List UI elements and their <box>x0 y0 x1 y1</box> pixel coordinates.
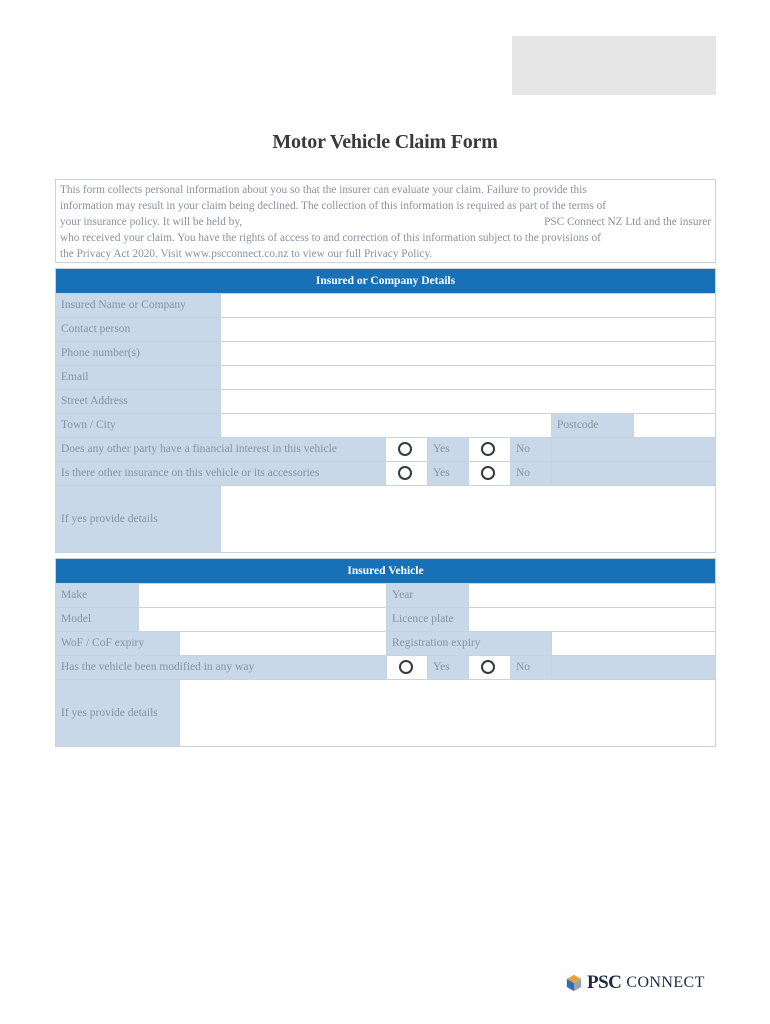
street-field[interactable] <box>220 390 715 413</box>
town-row <box>56 413 715 437</box>
rego-field[interactable] <box>551 632 715 655</box>
details-label: If yes provide details <box>56 486 220 552</box>
privacy-notice <box>55 179 716 263</box>
email-field[interactable] <box>220 366 715 389</box>
yes-label: Yes <box>427 462 468 485</box>
modified-yes-cell[interactable] <box>386 656 427 679</box>
modified-label: Has the vehicle been modified in any way <box>56 656 386 679</box>
other-ins-spacer <box>551 462 715 485</box>
insured-name-row <box>56 293 715 317</box>
financial-interest-row <box>56 437 715 461</box>
modified-no-cell[interactable] <box>468 656 510 679</box>
make-field[interactable] <box>138 584 386 607</box>
vehicle-details-row <box>56 679 715 746</box>
wof-field[interactable] <box>179 632 386 655</box>
no-label: No <box>510 438 551 461</box>
phone-row <box>56 341 715 365</box>
email-row <box>56 365 715 389</box>
modified-row <box>56 655 715 679</box>
yes-label: Yes <box>427 438 468 461</box>
make-year-row <box>56 583 715 607</box>
notice-line-part: PSC Connect NZ Ltd and the insurer <box>544 216 711 228</box>
cube-logo-icon <box>565 974 583 992</box>
wof-rego-row <box>56 631 715 655</box>
model-plate-row <box>56 607 715 631</box>
radio-no[interactable] <box>481 466 495 480</box>
insured-name-label: Insured Name or Company <box>56 294 220 317</box>
psc-connect-logo <box>565 970 705 996</box>
yes-label: Yes <box>427 656 468 679</box>
section-heading: Insured or Company Details <box>56 269 715 293</box>
other-insurance-row <box>56 461 715 485</box>
plate-label: Licence plate <box>386 608 468 631</box>
modified-spacer <box>551 656 715 679</box>
financial-spacer <box>551 438 715 461</box>
financial-no-cell[interactable] <box>468 438 510 461</box>
notice-line: the Privacy Act 2020. Visit www.pscconnect.co.nz to view our full Privacy Policy. <box>60 248 433 260</box>
no-label: No <box>510 462 551 485</box>
logo-brand: PSC <box>587 972 622 993</box>
year-field[interactable] <box>468 584 715 607</box>
contact-field[interactable] <box>220 318 715 341</box>
postcode-label: Postcode <box>551 414 633 437</box>
town-field[interactable] <box>220 414 551 437</box>
notice-line-part: your insurance policy. It will be held by, <box>60 216 243 228</box>
vehicle-details-label: If yes provide details <box>56 680 179 746</box>
financial-yes-cell[interactable] <box>385 438 427 461</box>
vehicle-details-field[interactable] <box>179 680 715 746</box>
phone-label: Phone number(s) <box>56 342 220 365</box>
street-row <box>56 389 715 413</box>
financial-interest-label: Does any other party have a financial interest in this vehicle <box>56 438 385 461</box>
placeholder-box <box>512 36 716 95</box>
radio-no[interactable] <box>481 442 495 456</box>
insured-vehicle-section <box>55 558 716 747</box>
make-label: Make <box>56 584 138 607</box>
details-row <box>56 485 715 552</box>
town-label: Town / City <box>56 414 220 437</box>
contact-row <box>56 317 715 341</box>
other-ins-no-cell[interactable] <box>468 462 510 485</box>
wof-label: WoF / CoF expiry <box>56 632 179 655</box>
radio-yes[interactable] <box>399 660 413 674</box>
notice-line <box>60 214 711 230</box>
notice-line: who received your claim. You have the rights of access to and correction of this information subject to the provisions of <box>60 232 601 244</box>
no-label: No <box>510 656 551 679</box>
section-heading: Insured Vehicle <box>56 559 715 583</box>
year-label: Year <box>386 584 468 607</box>
email-label: Email <box>56 366 220 389</box>
model-field[interactable] <box>138 608 386 631</box>
details-field[interactable] <box>220 486 715 552</box>
form-title: Motor Vehicle Claim Form <box>272 131 498 153</box>
rego-label: Registration expiry <box>386 632 551 655</box>
radio-yes[interactable] <box>398 442 412 456</box>
other-ins-yes-cell[interactable] <box>385 462 427 485</box>
insured-name-field[interactable] <box>220 294 715 317</box>
phone-field[interactable] <box>220 342 715 365</box>
logo-word: CONNECT <box>626 974 705 991</box>
contact-label: Contact person <box>56 318 220 341</box>
other-insurance-label: Is there other insurance on this vehicle or its accessories <box>56 462 385 485</box>
insured-details-section <box>55 268 716 553</box>
radio-no[interactable] <box>481 660 495 674</box>
postcode-field[interactable] <box>633 414 715 437</box>
notice-line: This form collects personal information about you so that the insurer can evaluate your claim. Failure to provide this <box>60 184 587 196</box>
radio-yes[interactable] <box>398 466 412 480</box>
street-label: Street Address <box>56 390 220 413</box>
model-label: Model <box>56 608 138 631</box>
notice-line: information may result in your claim being declined. The collection of this information is required as part of the terms of <box>60 200 606 212</box>
plate-field[interactable] <box>468 608 715 631</box>
